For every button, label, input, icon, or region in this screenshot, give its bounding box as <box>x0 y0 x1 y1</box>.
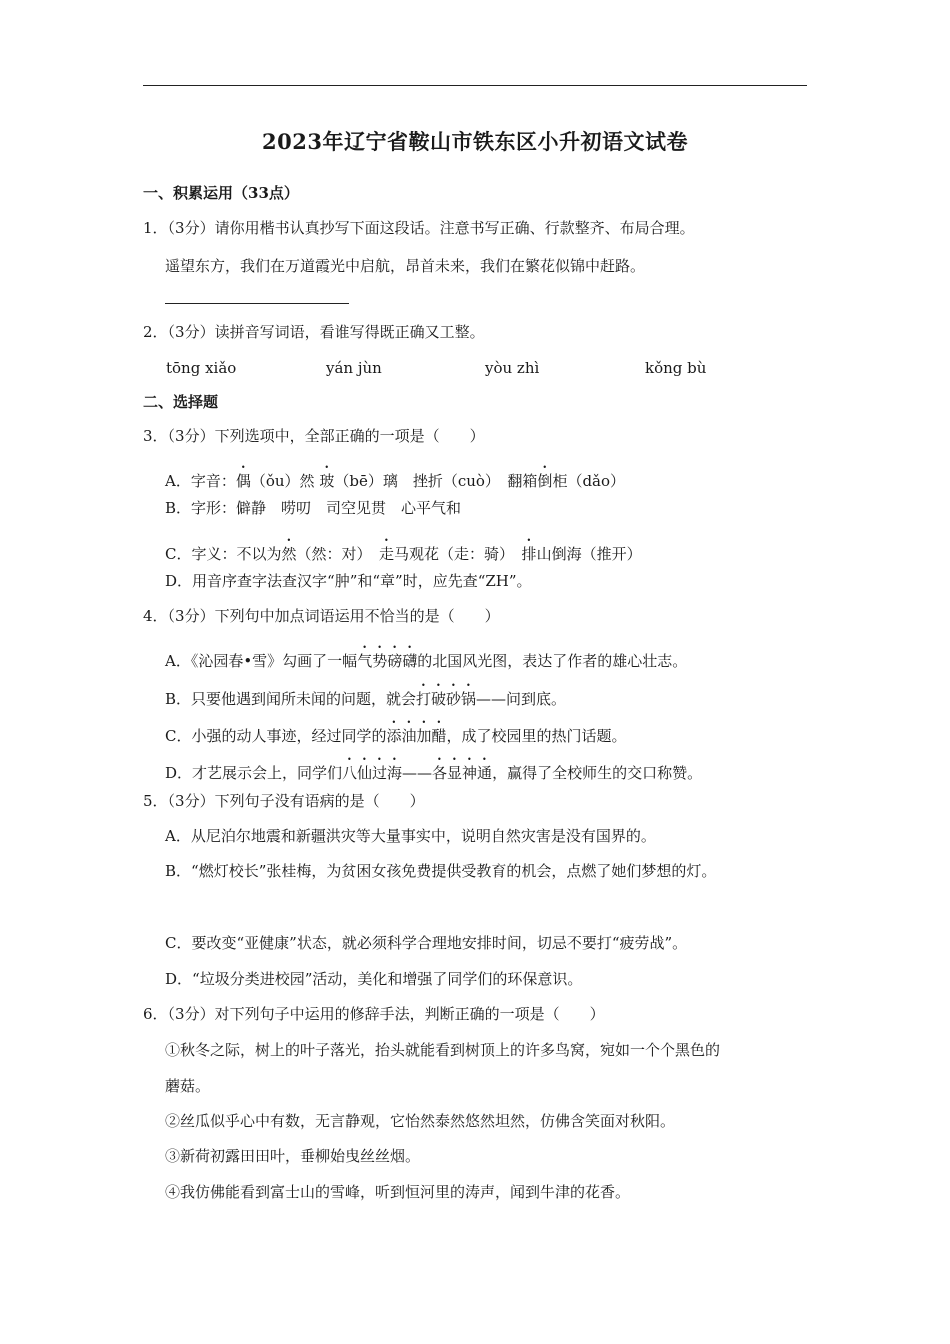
text-run: 山倒海（推开） <box>536 545 642 563</box>
text-run: 的北国风光图，表达了作者的雄心壮志。 <box>417 652 688 670</box>
dotted-phrase: 打破砂锅 <box>416 690 477 708</box>
text-run: （bē）璃 挫折（cuò） 翻箱 <box>334 472 538 490</box>
question-4-option-c <box>165 718 627 746</box>
pinyin-1: tōng xiǎo <box>166 359 237 377</box>
dotted-phrase: 添油加醋 <box>386 727 447 745</box>
text-run: C．字义：不以为 <box>165 545 282 563</box>
dotted-phrase: 气势磅礴 <box>357 652 418 670</box>
text-run: （然：对） <box>296 545 380 563</box>
dotted-char: 玻 <box>319 472 335 490</box>
question-1-text: 遥望东方，我们在万道霞光中启航，昂首未来，我们在繁花似锦中赶路。 <box>165 257 646 275</box>
question-5-option-a: A．从尼泊尔地震和新疆洪灾等大量事实中，说明自然灾害是没有国界的。 <box>165 827 656 845</box>
text-run: A．字音： <box>165 472 236 490</box>
pinyin-2: yán jùn <box>326 359 382 377</box>
question-3-option-b: B．字形：僻静 唠叨 司空见贯 心平气和 <box>165 499 462 517</box>
text-run: （ǒu）然 <box>250 472 320 490</box>
dotted-char: 排 <box>521 545 537 563</box>
text-run: —— <box>402 764 433 782</box>
dotted-char: 偶 <box>235 472 251 490</box>
pinyin-4: kǒng bù <box>645 359 707 377</box>
question-5-stem: 5．（3分）下列句子没有语病的是（ ） <box>143 792 425 810</box>
question-3-option-d: D．用音序查字法查汉字“肿”和“章”时，应先查“ZH”。 <box>165 572 532 590</box>
question-6-sentence-1-cont: 蘑菇。 <box>165 1077 211 1095</box>
question-4-stem: 4．（3分）下列句中加点词语运用不恰当的是（ ） <box>143 607 500 625</box>
section-heading-2: 二、选择题 <box>143 393 219 411</box>
text-run: 马观花（走：骑） <box>394 545 522 563</box>
question-5-option-c: C．要改变“亚健康”状态，就必须科学合理地安排时间，切忌不要打“疲劳战”。 <box>165 934 688 952</box>
header-rule <box>143 85 807 86</box>
question-6-stem: 6．（3分）对下列句子中运用的修辞手法，判断正确的一项是（ ） <box>143 1005 605 1023</box>
text-run: A．《沁园春•雪》勾画了一幅 <box>165 652 358 670</box>
text-run: C．小强的动人事迹，经过同学的 <box>165 727 387 745</box>
dotted-char: 倒 <box>537 472 553 490</box>
question-4-option-d <box>165 755 702 783</box>
question-5-option-b: B．“燃灯校长”张桂梅，为贫困女孩免费提供受教育的机会，点燃了她们梦想的灯。 <box>165 862 717 880</box>
dotted-phrase: 各显神通 <box>432 764 493 782</box>
text-run: ，成了校园里的热门话题。 <box>446 727 627 745</box>
question-3-option-c <box>165 536 642 564</box>
section-heading-1: 一、积累运用（33点） <box>143 184 299 202</box>
dotted-phrase: 八仙过海 <box>342 764 403 782</box>
text-run: D．才艺展示会上，同学们 <box>165 764 343 782</box>
text-run: ——问到底。 <box>476 690 567 708</box>
question-4-option-a <box>165 643 687 671</box>
text-run: ，赢得了全校师生的交口称赞。 <box>492 764 703 782</box>
dotted-char: 然 <box>281 545 297 563</box>
question-1-stem: 1．（3分）请你用楷书认真抄写下面这段话。注意书写正确、行款整齐、布局合理。 <box>143 219 695 237</box>
question-6-sentence-2: ②丝瓜似乎心中有数，无言静观，它怡然泰然悠然坦然，仿佛含笑面对秋阳。 <box>165 1112 676 1130</box>
answer-blank-line <box>165 303 349 304</box>
question-6-sentence-4: ④我仿佛能看到富士山的雪峰，听到恒河里的涛声，闻到牛津的花香。 <box>165 1183 631 1201</box>
question-4-option-b <box>165 681 566 709</box>
question-5-option-d: D．“垃圾分类进校园”活动，美化和增强了同学们的环保意识。 <box>165 970 583 988</box>
page-title: 2023年辽宁省鞍山市铁东区小升初语文试卷 <box>262 129 688 154</box>
question-3-stem: 3．（3分）下列选项中，全部正确的一项是（ ） <box>143 427 485 445</box>
text-run: B．只要他遇到闻所未闻的问题，就会 <box>165 690 417 708</box>
text-run: 柜（dǎo） <box>552 472 626 490</box>
pinyin-3: yòu zhì <box>485 359 540 377</box>
question-6-sentence-3: ③新荷初露田田叶，垂柳始曳丝丝烟。 <box>165 1147 421 1165</box>
dotted-char: 走 <box>379 545 395 563</box>
question-2-stem: 2．（3分）读拼音写词语，看谁写得既正确又工整。 <box>143 323 485 341</box>
question-6-sentence-1: ①秋冬之际，树上的叶子落光，抬头就能看到树顶上的许多鸟窝，宛如一个个黑色的 <box>165 1041 721 1059</box>
question-3-option-a <box>165 463 625 491</box>
